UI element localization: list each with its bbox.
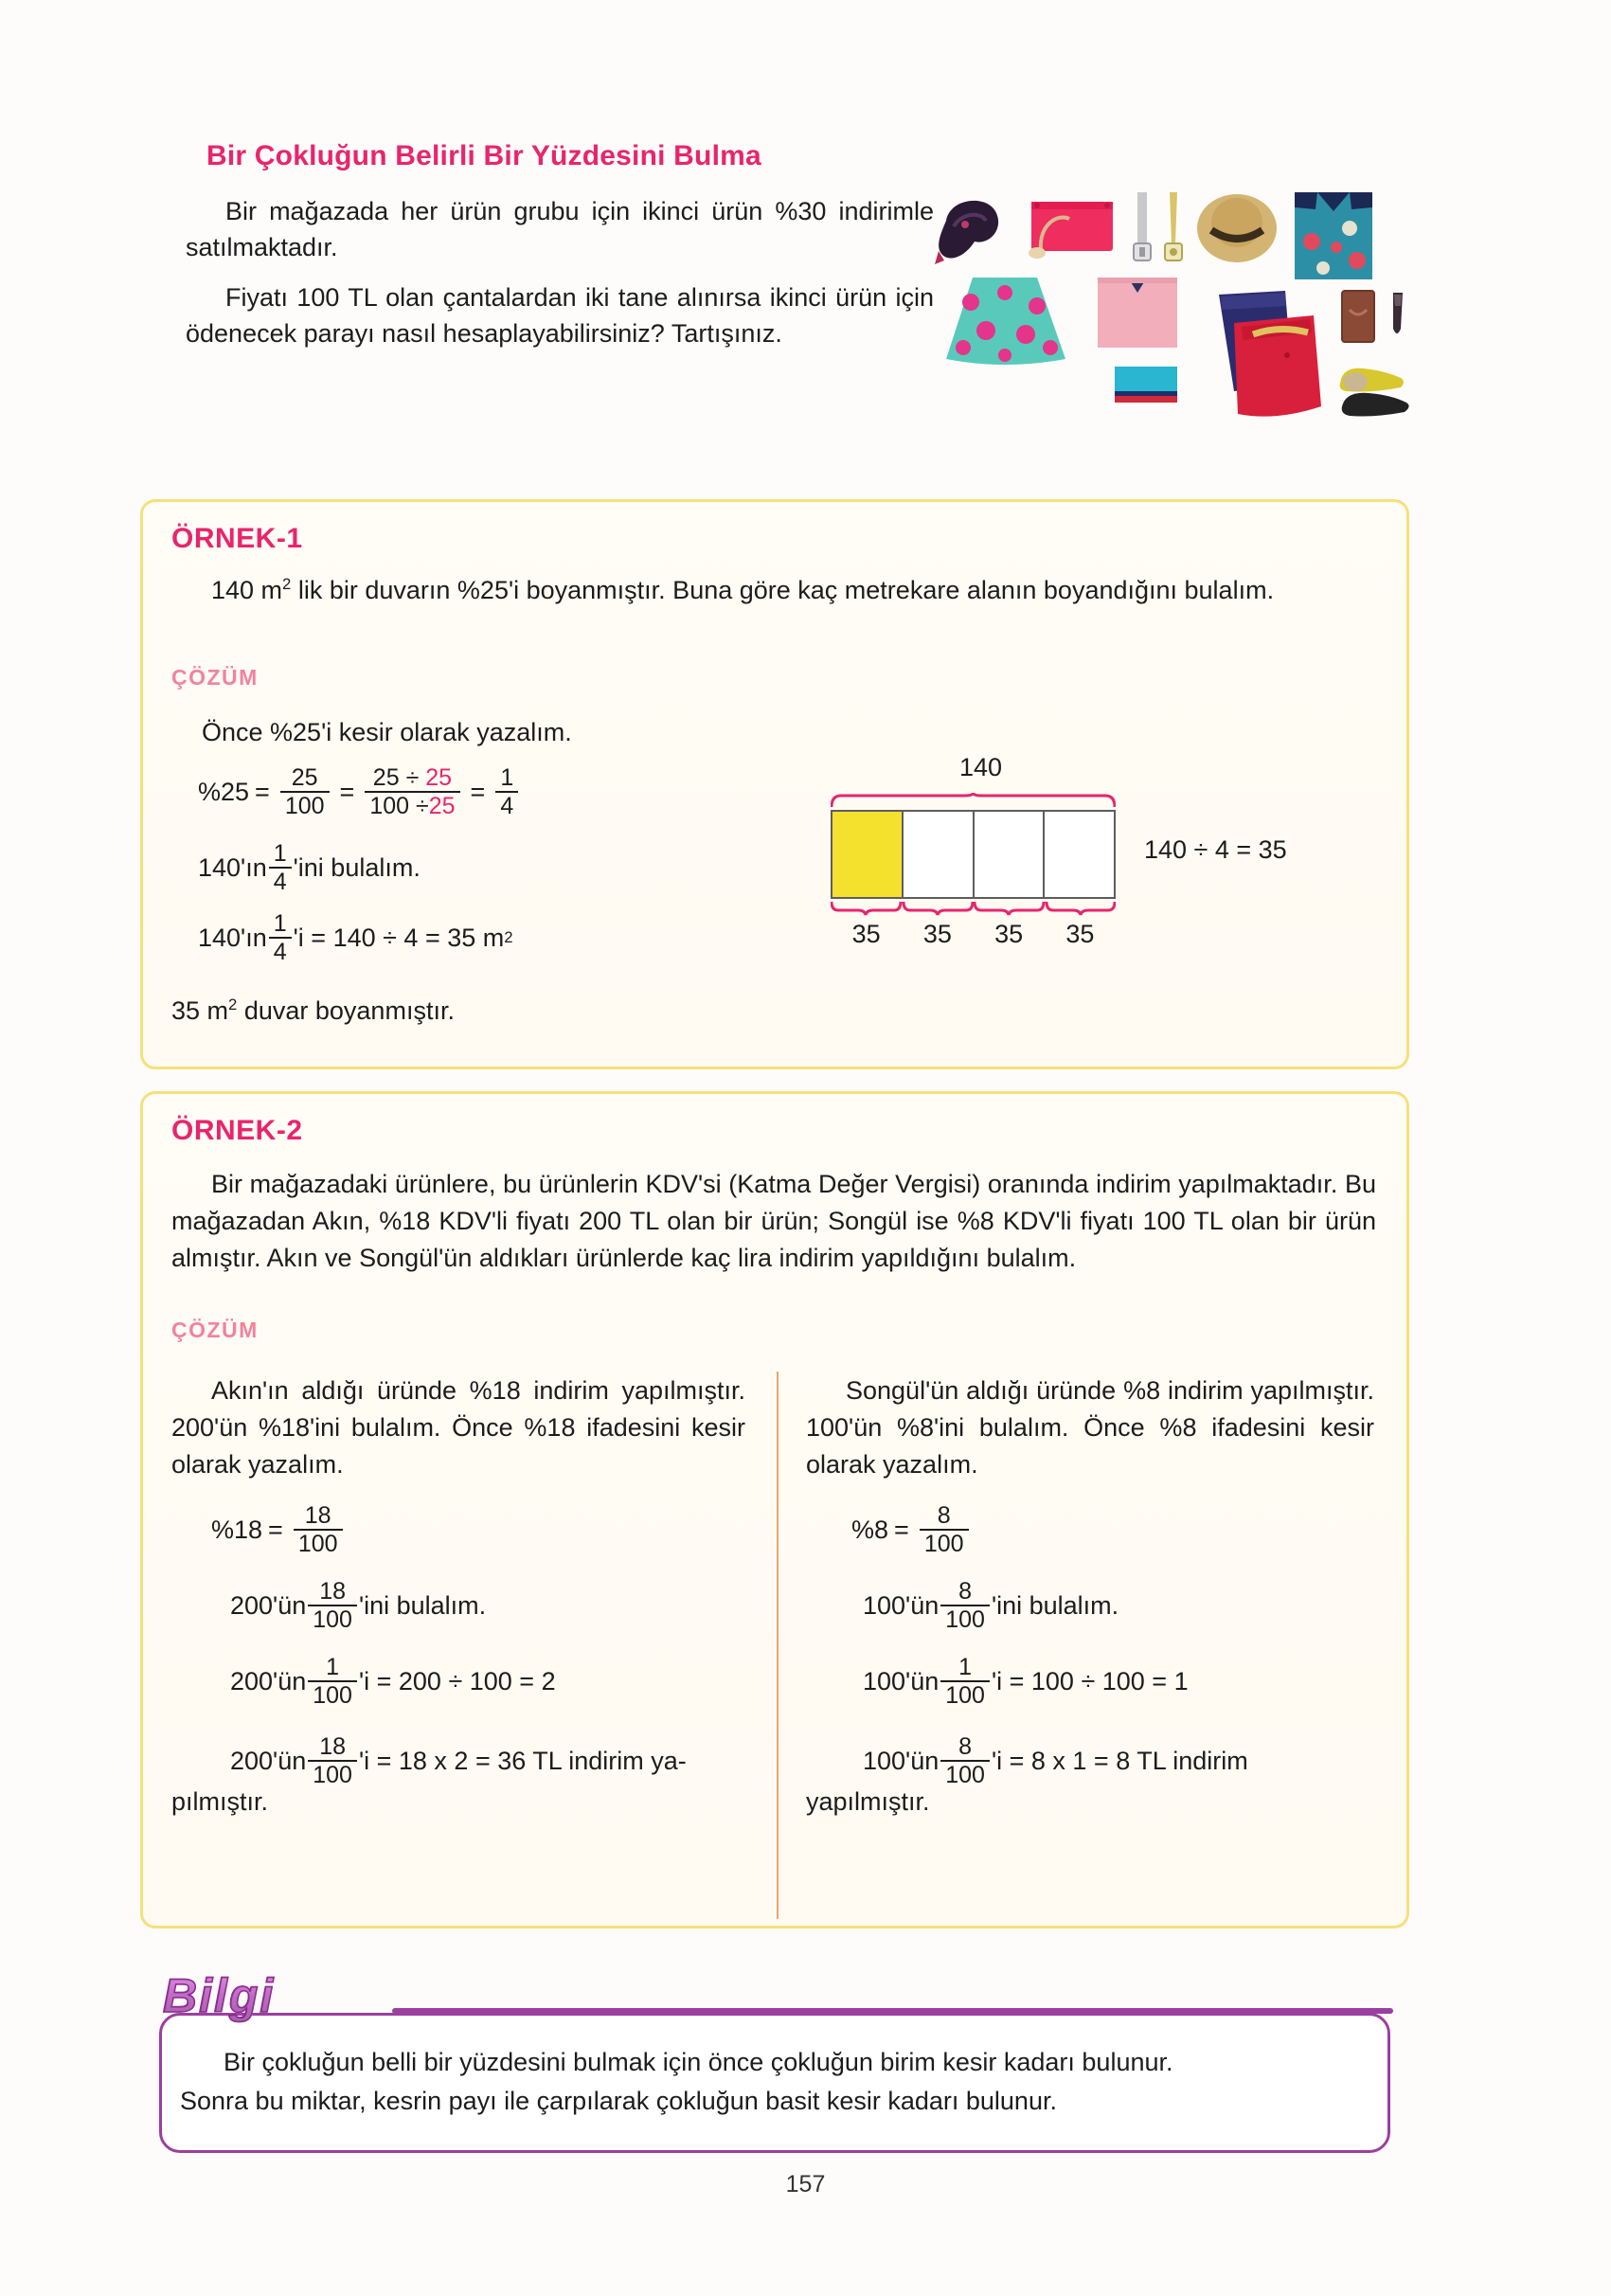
numerator: 1 bbox=[273, 840, 287, 867]
diagram-total-label: 140 bbox=[959, 753, 1003, 781]
example-2-solution-label: ÇÖZÜM bbox=[171, 1318, 259, 1342]
example-1-box bbox=[140, 499, 1409, 1069]
bilgi-logo: Bilgi bbox=[163, 1969, 276, 2022]
fraction-18-over-100 bbox=[308, 1734, 357, 1788]
example-1-equation-1 bbox=[198, 765, 523, 819]
conclusion-pre: 35 m bbox=[171, 996, 229, 1025]
floral-skirt-icon bbox=[939, 276, 1073, 365]
denominator: 100 bbox=[308, 1760, 357, 1787]
example-1-step-intro: Önce %25'i kesir olarak yazalım. bbox=[202, 718, 572, 746]
segment-label-4: 35 bbox=[1065, 920, 1095, 948]
fraction-1-over-4 bbox=[495, 765, 518, 819]
brown-purse-icon bbox=[1338, 287, 1378, 346]
numerator: 18 bbox=[319, 1578, 347, 1605]
denominator: 100 bbox=[940, 1680, 990, 1708]
eq1-equals-b: = bbox=[339, 777, 355, 806]
example-2-right-intro: Songül'ün aldığı üründe %8 indirim yapılmıştır. 100'ün %8'ini bulalım. Önce %8 ifadesini kesir olarak yazalım. bbox=[806, 1376, 1374, 1480]
product-collage-image bbox=[933, 185, 1406, 365]
square-unit-exponent: 2 bbox=[504, 928, 513, 947]
eq3-suffix: 'i = 140 ÷ 4 = 35 m bbox=[293, 923, 505, 952]
example-2-left-equation-3 bbox=[230, 1655, 556, 1709]
example-2-right-equation-3 bbox=[863, 1655, 1189, 1709]
lhs: %8 bbox=[851, 1515, 889, 1544]
denominator: 100 bbox=[280, 791, 330, 818]
gold-belt-accent-icon bbox=[1251, 323, 1310, 344]
numerator-left: 25 bbox=[372, 764, 400, 791]
numerator: 18 bbox=[319, 1733, 347, 1760]
bilgi-content bbox=[180, 2043, 1375, 2120]
example-1-conclusion bbox=[171, 993, 455, 1030]
numerator: 1 bbox=[326, 1654, 340, 1680]
eq1-equals-a: = bbox=[255, 777, 270, 806]
example-2-label: ÖRNEK-2 bbox=[171, 1115, 303, 1146]
fraction-8-over-100 bbox=[940, 1579, 990, 1633]
teal-wallet-icon bbox=[1113, 365, 1179, 404]
prefix: 200'ün bbox=[230, 1746, 307, 1775]
fraction-25-over-100 bbox=[280, 765, 330, 819]
fraction-1-over-100 bbox=[308, 1655, 357, 1709]
sunglasses-icon bbox=[1386, 291, 1408, 344]
denominator: 100 bbox=[308, 1680, 357, 1708]
fraction-18-over-100 bbox=[308, 1579, 357, 1633]
example-2-right-equation-4 bbox=[863, 1734, 1248, 1788]
page-title: Bir Çokluğun Belirli Bir Yüzdesini Bulma bbox=[206, 140, 761, 171]
prefix: 100'ün bbox=[863, 1590, 940, 1620]
intro-paragraph-2: Fiyatı 100 TL olan çantalardan iki tane alınırsa ikinci ürün için ödenecek parayı nasıl hesaplayabilirsiniz? Tartışınız. bbox=[186, 282, 934, 348]
example-2-right-equation-4-tail: yapılmıştır. bbox=[806, 1787, 930, 1816]
column-divider bbox=[777, 1372, 779, 1919]
example-2-left-equation-4 bbox=[230, 1734, 687, 1788]
divide-sign: ÷ bbox=[416, 793, 429, 820]
prefix: 100'ün bbox=[863, 1746, 940, 1775]
top-brace-icon bbox=[831, 793, 1116, 808]
example-1-question-post: lik bir duvarın %25'i boyanmıştır. Buna göre kaç metrekare alanın boyandığını bulalım. bbox=[291, 576, 1275, 604]
suffix: 'i = 8 x 1 = 8 TL indirim bbox=[991, 1746, 1248, 1775]
fraction-1-over-100 bbox=[940, 1655, 990, 1709]
example-1-question-pre: 140 m bbox=[211, 576, 283, 604]
eq3-prefix: 140'ın bbox=[198, 923, 267, 952]
example-2-box bbox=[140, 1091, 1409, 1928]
example-2-right-equation-1 bbox=[851, 1503, 974, 1557]
denominator: 100 bbox=[920, 1529, 969, 1556]
page-number: 157 bbox=[785, 2171, 826, 2197]
divide-sign: ÷ bbox=[405, 764, 420, 791]
numerator bbox=[368, 765, 456, 791]
example-2-question: Bir mağazadaki ürünlere, bu ürünlerin KDV'si (Katma Değer Vergisi) oranında indirim yapılmaktadır. Bu mağazadan Akın, %18 KDV'li fiyatı 200 TL olan bir ürün; Songül ise %8 KDV'li fiyatı 100 TL olan bir ürün almıştır. Akın ve Songül'ün aldıkları ürünlerde kaç lira indirim yapıldığını bulalım. bbox=[171, 1170, 1376, 1273]
example-2-left-equation-1 bbox=[211, 1503, 348, 1557]
bar-model bbox=[831, 810, 1116, 899]
denominator: 100 bbox=[294, 1529, 343, 1556]
example-1-question bbox=[171, 572, 1372, 609]
bar-cell-2 bbox=[904, 812, 975, 897]
bar-cell-3 bbox=[975, 812, 1046, 897]
square-unit-exponent: 2 bbox=[282, 575, 292, 593]
pink-handbag-icon bbox=[1026, 196, 1119, 262]
diagram-segment-labels bbox=[831, 920, 1116, 949]
fraction-25div25-over-100div25 bbox=[365, 765, 459, 819]
black-shoe-icon bbox=[1338, 387, 1412, 420]
example-2-left-intro: Akın'ın aldığı üründe %18 indirim yapılmıştır. 200'ün %18'ini bulalım. Önce %18 ifadesini kesir olarak yazalım. bbox=[171, 1376, 745, 1480]
fraction-18-over-100 bbox=[294, 1503, 343, 1557]
equals-sign: = bbox=[268, 1515, 283, 1544]
fraction-1-over-4 bbox=[269, 911, 292, 965]
equals-sign: = bbox=[894, 1515, 909, 1544]
denominator: 100 bbox=[940, 1760, 990, 1787]
denominator-left: 100 bbox=[369, 793, 410, 820]
segment-label-3: 35 bbox=[994, 920, 1024, 948]
suffix: 'ini bulalım. bbox=[991, 1590, 1119, 1620]
example-1-solution-label: ÇÖZÜM bbox=[171, 665, 259, 690]
prefix: 200'ün bbox=[230, 1590, 307, 1620]
numerator: 1 bbox=[273, 910, 287, 937]
example-2-right-equation-2 bbox=[863, 1579, 1119, 1633]
bar-cell-1 bbox=[832, 812, 904, 897]
numerator: 8 bbox=[937, 1502, 951, 1529]
belt-silver-icon bbox=[1132, 192, 1153, 264]
example-2-left-equation-2 bbox=[230, 1579, 486, 1633]
scarf-icon bbox=[933, 192, 1018, 266]
numerator: 8 bbox=[958, 1578, 973, 1605]
prefix: 100'ün bbox=[863, 1666, 940, 1695]
example-1-equation-3 bbox=[198, 911, 513, 965]
square-unit-exponent: 2 bbox=[228, 996, 238, 1013]
intro-section bbox=[186, 140, 934, 365]
eq1-lhs: %25 bbox=[198, 777, 250, 806]
eq2-prefix: 140'ın bbox=[198, 852, 267, 882]
bilgi-line-2: Sonra bu miktar, kesrin payı ile çarpılarak çokluğun basit kesir kadarı bulunur. bbox=[180, 2086, 1057, 2115]
denominator: 100 bbox=[940, 1605, 990, 1632]
floral-blouse-icon bbox=[1291, 187, 1376, 281]
eq2-suffix: 'ini bulalım. bbox=[293, 852, 421, 882]
eq1-equals-c: = bbox=[470, 777, 486, 806]
numerator: 8 bbox=[958, 1733, 973, 1760]
example-1-label: ÖRNEK-1 bbox=[171, 523, 303, 554]
numerator: 25 bbox=[291, 764, 318, 791]
prefix: 200'ün bbox=[230, 1666, 307, 1695]
segment-label-2: 35 bbox=[922, 920, 952, 948]
numerator: 18 bbox=[304, 1502, 331, 1529]
numerator-right: 25 bbox=[425, 764, 453, 791]
pink-tshirt-icon bbox=[1094, 274, 1181, 350]
straw-hat-icon bbox=[1196, 188, 1278, 264]
denominator bbox=[365, 791, 459, 818]
numerator: 1 bbox=[958, 1654, 973, 1680]
denominator: 4 bbox=[269, 867, 292, 894]
suffix: 'i = 200 ÷ 100 = 2 bbox=[358, 1666, 556, 1695]
segment-label-1: 35 bbox=[851, 920, 881, 948]
intro-paragraph-1: Bir mağazada her ürün grubu için ikinci ürün %30 indirimle satılmaktadır. bbox=[186, 197, 934, 262]
denominator-right: 25 bbox=[428, 793, 456, 820]
fraction-8-over-100 bbox=[940, 1734, 990, 1788]
example-1-equation-2 bbox=[198, 841, 421, 895]
bilgi-line-1: Bir çokluğun belli bir yüzdesini bulmak için önce çokluğun birim kesir kadarı bulunur. bbox=[224, 2048, 1173, 2076]
belt-gold-icon bbox=[1162, 192, 1185, 264]
denominator: 4 bbox=[495, 791, 518, 818]
conclusion-post: duvar boyanmıştır. bbox=[237, 996, 455, 1025]
bar-cell-4 bbox=[1045, 812, 1114, 897]
suffix: 'i = 18 x 2 = 36 TL indirim ya- bbox=[358, 1746, 687, 1775]
denominator: 4 bbox=[269, 937, 292, 964]
fraction-8-over-100 bbox=[920, 1503, 969, 1557]
fraction-1-over-4 bbox=[269, 841, 292, 895]
numerator: 1 bbox=[500, 764, 514, 791]
suffix: 'i = 100 ÷ 100 = 1 bbox=[991, 1666, 1189, 1695]
example-2-left-equation-4-tail: pılmıştır. bbox=[171, 1787, 269, 1816]
suffix: 'ini bulalım. bbox=[358, 1590, 487, 1620]
denominator: 100 bbox=[308, 1605, 357, 1632]
bottom-braces-icon bbox=[831, 901, 1116, 916]
diagram-equation: 140 ÷ 4 = 35 bbox=[1144, 835, 1287, 864]
lhs: %18 bbox=[211, 1515, 263, 1544]
